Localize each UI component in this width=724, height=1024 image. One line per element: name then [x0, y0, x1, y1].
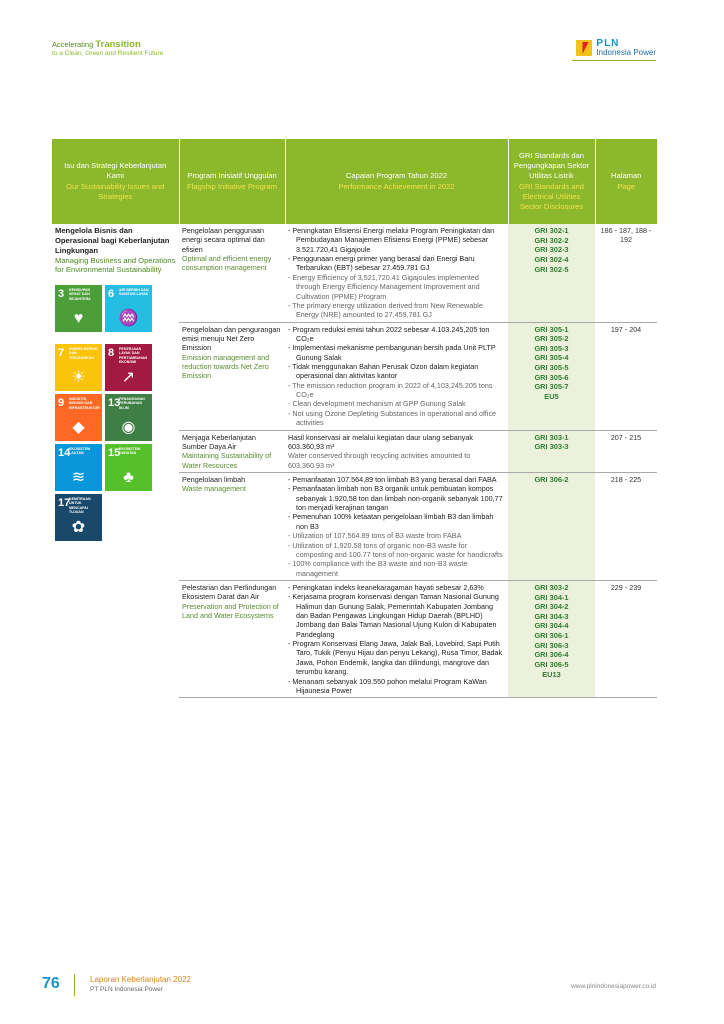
header-tagline: [52, 40, 163, 58]
gri-code: GRI 305-3: [534, 343, 569, 353]
col-header-page: Halaman Page: [595, 139, 657, 224]
issue-cell: [52, 224, 179, 698]
table-row: [52, 224, 657, 322]
gri-code: GRI 305-7: [534, 382, 569, 392]
sdg-3-tile: [55, 285, 102, 332]
sdg-number: 3: [58, 288, 65, 301]
col-header-program: Program Inisiatif Unggulan Flagship Initiative Program: [179, 139, 285, 224]
growth-icon: ↗: [121, 369, 136, 387]
table-body: [52, 224, 657, 698]
achievement-text: Not using Ozone Depleting Substances in operational and office activities: [292, 408, 497, 428]
bullet-dash: -: [288, 531, 293, 541]
bullet-dash: -: [288, 592, 293, 602]
gri-code: GRI 302-2: [534, 235, 569, 245]
achievement-item: [288, 531, 505, 540]
bullet-dash: -: [288, 512, 293, 522]
issue-title-en: Managing Business and Operations for Environmental Sustainability: [55, 255, 176, 275]
gri-code: GRI 303-2: [534, 582, 569, 592]
achievement-text: Peningkatan indeks keanekaragaman hayati sebesar 2,63%: [292, 582, 484, 592]
achievement-text: Utilization of 1,920.58 tons of organic non-B3 waste for composting and 100.77 tons of non-organic waste for handicrafts: [292, 540, 503, 559]
achievement-item: [288, 484, 505, 512]
achievement-item: [288, 254, 505, 273]
achievement-text: Pemenuhan 100% ketaatan pengelolaan limbah B3 dan limbah non B3: [292, 512, 494, 531]
bullet-dash: -: [288, 362, 293, 372]
bullet-dash: -: [288, 559, 293, 569]
bullet-dash: -: [288, 254, 293, 264]
achievement-item: [288, 399, 505, 408]
page-ref-cell: 218 - 225: [595, 472, 657, 580]
page-ref-cell: 186 - 187, 188 - 192: [595, 224, 657, 322]
gri-code: GRI 304-3: [534, 611, 569, 621]
tree-icon: ♣: [123, 469, 134, 487]
eye-icon: ◉: [121, 419, 136, 437]
achievement-text: Penggunaan energi primer yang berasal dari Energi Baru Terbarukan (EBT) sebesar 27.459.781 GJ: [292, 254, 475, 273]
sdg-number: 15: [108, 447, 121, 460]
achievement-item: [288, 325, 505, 344]
issue-title: Mengelola Bisnis dan Operasional bagi Keberlanjutan Lingkungan: [55, 226, 170, 255]
gri-cell: [508, 580, 595, 697]
gri-cell: [508, 224, 595, 322]
bullet-dash: -: [288, 582, 293, 592]
program-title-en: Preservation and Protection of Land and Water Ecosystems: [182, 601, 279, 621]
sdg-title: EKOSISTEM DARATAN: [119, 447, 141, 456]
sun-icon: ☀: [71, 369, 86, 387]
bullet-dash: -: [288, 408, 293, 418]
gri-code: GRI 305-5: [534, 363, 569, 373]
heartbeat-icon: ♥: [73, 310, 84, 328]
achievement-cell: [285, 430, 508, 472]
bullet-dash: -: [288, 399, 293, 409]
tagline-prefix: Accelerating: [52, 40, 94, 49]
logo-subtitle: Indonesia Power: [596, 48, 656, 57]
sdg-title: EKOSISTEM LAUTAN: [69, 447, 91, 456]
achievement-text: Clean development mechanism at GPP Gunung Salak: [292, 399, 466, 409]
achievement-text: Implementasi mekanisme pembangunan bersih pada Unit PLTP Gunung Salak: [292, 343, 496, 362]
achievement-item: [288, 273, 505, 301]
gri-code: GRI 305-4: [534, 353, 569, 363]
achievement-item: [288, 639, 505, 676]
bullet-dash: -: [288, 343, 293, 353]
gri-code: GRI 304-1: [534, 592, 569, 602]
sdg-number: 13: [108, 397, 121, 410]
col-header-gri: GRI Standards dan Pengungkapan Sektor Utilitas Listrik GRI Standards and Electrical Utilities Sector Disclosures: [508, 139, 595, 224]
gri-code: GRI 306-1: [534, 631, 569, 641]
sdg-title: KEHIDUPAN SEHAT DAN SEJAHTERA: [69, 288, 91, 301]
sdg-title: PEKERJAAN LAYAK DAN PERTUMBUHAN EKONOMI: [119, 347, 148, 364]
achievement-text: Peningkatan Efisiensi Energi melalui Program Peningkatan dan Pembudayaan Manajemen Efisiensi Energi (PPME) sebesar 3.521.720,41 Gigajoule: [292, 226, 495, 254]
program-title: Pengelolaan dan pengurangan emisi menuju Net Zero Emission: [182, 324, 281, 353]
achievement-item: [288, 226, 505, 254]
pln-logo: [576, 39, 656, 57]
achievement-item: [288, 362, 505, 381]
page-number: 76: [42, 975, 60, 992]
achievement-cell: [285, 322, 508, 430]
gri-code: GRI 302-4: [534, 254, 569, 264]
achievement-text: Tidak menggunakan Bahan Perusak Ozon dalam kegiatan operasional dan aktivitas kantor: [292, 362, 479, 381]
bullet-dash: -: [288, 484, 293, 494]
achievement-text: Water conserved through recycling activities amounted to 603,360.93 m³: [288, 451, 471, 470]
bullet-dash: -: [288, 474, 293, 484]
program-title: Pelestarian dan Perlindungan Ekosistem Darat dan Air: [182, 582, 277, 602]
col-header-achievement: Capaian Program Tahun 2022 Performance Achievement in 2022: [285, 139, 508, 224]
gri-code: GRI 305-2: [534, 334, 569, 344]
fish-icon: ≋: [71, 469, 86, 487]
website-link[interactable]: www.plnindonesiapower.co.id: [571, 983, 656, 990]
sdg-number: 14: [58, 447, 71, 460]
achievement-cell: [285, 580, 508, 697]
gri-cell: [508, 472, 595, 580]
gri-code: GRI 306-3: [534, 640, 569, 650]
achievement-item: [288, 451, 505, 470]
gri-code: EU13: [542, 669, 561, 679]
sdg-17-tile: [55, 494, 102, 541]
page-ref-cell: 229 - 239: [595, 580, 657, 697]
sdg-6-tile: [105, 285, 152, 332]
achievement-item: [288, 677, 505, 696]
sdg-13-tile: [105, 394, 152, 441]
page-ref-cell: 207 - 215: [595, 430, 657, 472]
page-ref-cell: 197 - 204: [595, 322, 657, 430]
gri-code: GRI 303-3: [534, 442, 569, 452]
sdg-number: 7: [58, 347, 65, 360]
achievement-text: Program reduksi emisi tahun 2022 sebesar 4.103.245,205 ton CO₂e: [292, 324, 490, 343]
achievement-item: [288, 301, 505, 320]
achievement-item: [288, 409, 505, 428]
col-header-issues: Isu dan Strategi Keberlanjutan Kami Our Sustainability Issues and Strategies: [52, 139, 179, 224]
achievement-text: Pemanfaatan 107.564,89 ton limbah B3 yang berasal dari FABA: [292, 474, 497, 484]
program-title: Menjaga Keberlanjutan Sumber Daya Air: [182, 432, 256, 451]
achievement-item: [288, 343, 505, 362]
achievement-text: The primary energy utilization derived from New Renewable Energy (NRE) amounted to 27,459,781 GJ: [292, 300, 483, 320]
gri-code: GRI 302-1: [534, 226, 569, 235]
gri-code: GRI 306-5: [534, 659, 569, 669]
gri-code: GRI 306-4: [534, 650, 569, 660]
achievement-text: Kerjasama program konservasi dengan Taman Nasional Gunung Halimun dan Gunung Salak, Pemerintah Kabupaten Jombang dan Badan Pengawas Lingkungan Hidup Daerah (BPLHD) Jombang dan Balai Taman Nasional Ujung Kulon di Kabupaten Pandeglang: [292, 592, 499, 639]
gri-code: GRI 302-3: [534, 245, 569, 255]
tagline-subtitle: to a Clean, Green and Resilient Future: [52, 50, 164, 58]
bullet-dash: -: [288, 639, 293, 649]
sdg-number: 17: [58, 497, 71, 510]
gri-code: GRI 303-1: [534, 432, 569, 442]
bullet-dash: -: [288, 324, 293, 334]
achievement-item: [288, 381, 505, 400]
program-cell: [179, 580, 285, 697]
logo-name: PLN: [596, 38, 620, 49]
sdg-number: 6: [108, 288, 115, 301]
report-title: Laporan Keberlanjutan 2022: [90, 975, 191, 984]
achievement-text: Pemanfaatan limbah non B3 organik untuk pembuatan kompos sebanyak 1.920,58 ton dan limbah non-organik sebanyak 100,77 ton menjadi kerajinan tangan: [292, 484, 503, 513]
gri-code: EU5: [544, 391, 559, 401]
sdg-14-tile: [55, 444, 102, 491]
achievement-item: [288, 475, 505, 484]
gri-cell: [508, 322, 595, 430]
program-cell: [179, 224, 285, 322]
gri-code: GRI 305-1: [534, 324, 569, 334]
sdg-number: 8: [108, 347, 115, 360]
program-cell: [179, 472, 285, 580]
sdg-7-tile: [55, 344, 102, 391]
gri-code: GRI 306-2: [534, 474, 569, 484]
sdg-spacer: [55, 335, 152, 341]
achievement-text: Program Konservasi Elang Jawa, Jalak Bali, Lovebird, Sapi Putih Taro, Tukik (Penyu Hijau dan penyu Lekang), Rusa Timor, Badak Jawa, Pohon Endemik, langka dan dilindungi, mangrove dan terumbu karang.: [292, 639, 503, 677]
achievement-item: [288, 512, 505, 531]
gri-cell: [508, 430, 595, 472]
gri-code: GRI 302-5: [534, 264, 569, 274]
sdg-title: KEMITRAAN UNTUK MENCAPAI TUJUAN: [69, 497, 91, 514]
achievement-item: [288, 541, 505, 560]
gri-code: GRI 304-4: [534, 621, 569, 631]
sdg-title: ENERGI BERSIH DAN TERJANGKAU: [69, 347, 98, 360]
bullet-dash: -: [288, 380, 293, 390]
bullet-dash: -: [288, 676, 293, 686]
achievement-cell: [285, 472, 508, 580]
cubes-icon: ◆: [72, 419, 85, 437]
gri-code: GRI 304-2: [534, 602, 569, 612]
sdg-9-tile: [55, 394, 102, 441]
bullet-dash: -: [288, 272, 293, 282]
achievement-text: Menanam sebanyak 109.550 pohon melalui Program KaWan Hijaunesia Power: [292, 676, 487, 695]
company-name: PT PLN Indonesia Power: [90, 986, 163, 993]
program-title-en: Emission management and reduction towards Net Zero Emission: [182, 352, 270, 381]
tagline-bold: Transition: [95, 39, 141, 50]
program-cell: [179, 322, 285, 430]
table-header-row: [52, 139, 657, 224]
rings-icon: ✿: [71, 519, 86, 537]
sdg-15-tile: [105, 444, 152, 491]
program-title-en: Waste management: [182, 484, 247, 494]
footer-divider: [74, 974, 75, 996]
program-cell: [179, 430, 285, 472]
achievement-item: [288, 583, 505, 592]
achievement-item: [288, 559, 505, 578]
achievement-item: [288, 592, 505, 639]
sdg-title: PENANGANAN PERUBAHAN IKLIM: [119, 397, 145, 410]
water-icon: ♒: [118, 310, 139, 328]
sustainability-table: [52, 139, 657, 698]
achievement-text: The emission reduction program in 2022 of 4,103,245.205 tons CO₂e: [292, 380, 493, 400]
bullet-dash: -: [288, 226, 293, 235]
program-title-en: Maintaining Sustainability of Water Resources: [182, 451, 272, 470]
achievement-item: [288, 433, 505, 452]
program-title: Pengelolaan limbah: [182, 474, 246, 484]
sdg-title: AIR BERSIH DAN SANITASI LAYAK: [119, 288, 149, 297]
program-title-en: Optimal and efficient energy consumption management: [182, 254, 272, 273]
sdg-8-tile: [105, 344, 152, 391]
program-title: Pengelolaan penggunaan energi secara optimal dan efisien: [182, 226, 265, 254]
achievement-text: Hasil konservasi air melalui kegiatan daur ulang sebanyak 603.360,93 m³: [288, 432, 473, 451]
gri-code: GRI 305-6: [534, 372, 569, 382]
achievement-cell: [285, 224, 508, 322]
bullet-dash: -: [288, 300, 293, 310]
achievement-text: Energy Efficiency of 3,521,720.41 Gigajoules implemented through Energy Efficiency Management Improvement and Cultivation (PPME) Program: [292, 272, 480, 301]
bullet-dash: -: [288, 540, 293, 550]
sdg-title: INDUSTRI, INOVASI DAN INFRASTRUKTUR: [69, 397, 100, 410]
lightning-icon: [576, 40, 592, 56]
header-divider: [572, 60, 656, 61]
sdg-number: 9: [58, 397, 65, 410]
sdg-icon-grid: [55, 285, 152, 541]
achievement-text: Utilization of 107,564.89 tons of B3 waste from FABA: [292, 531, 462, 541]
achievement-text: 100% compliance with the B3 waste and non-B3 waste management: [292, 559, 468, 578]
